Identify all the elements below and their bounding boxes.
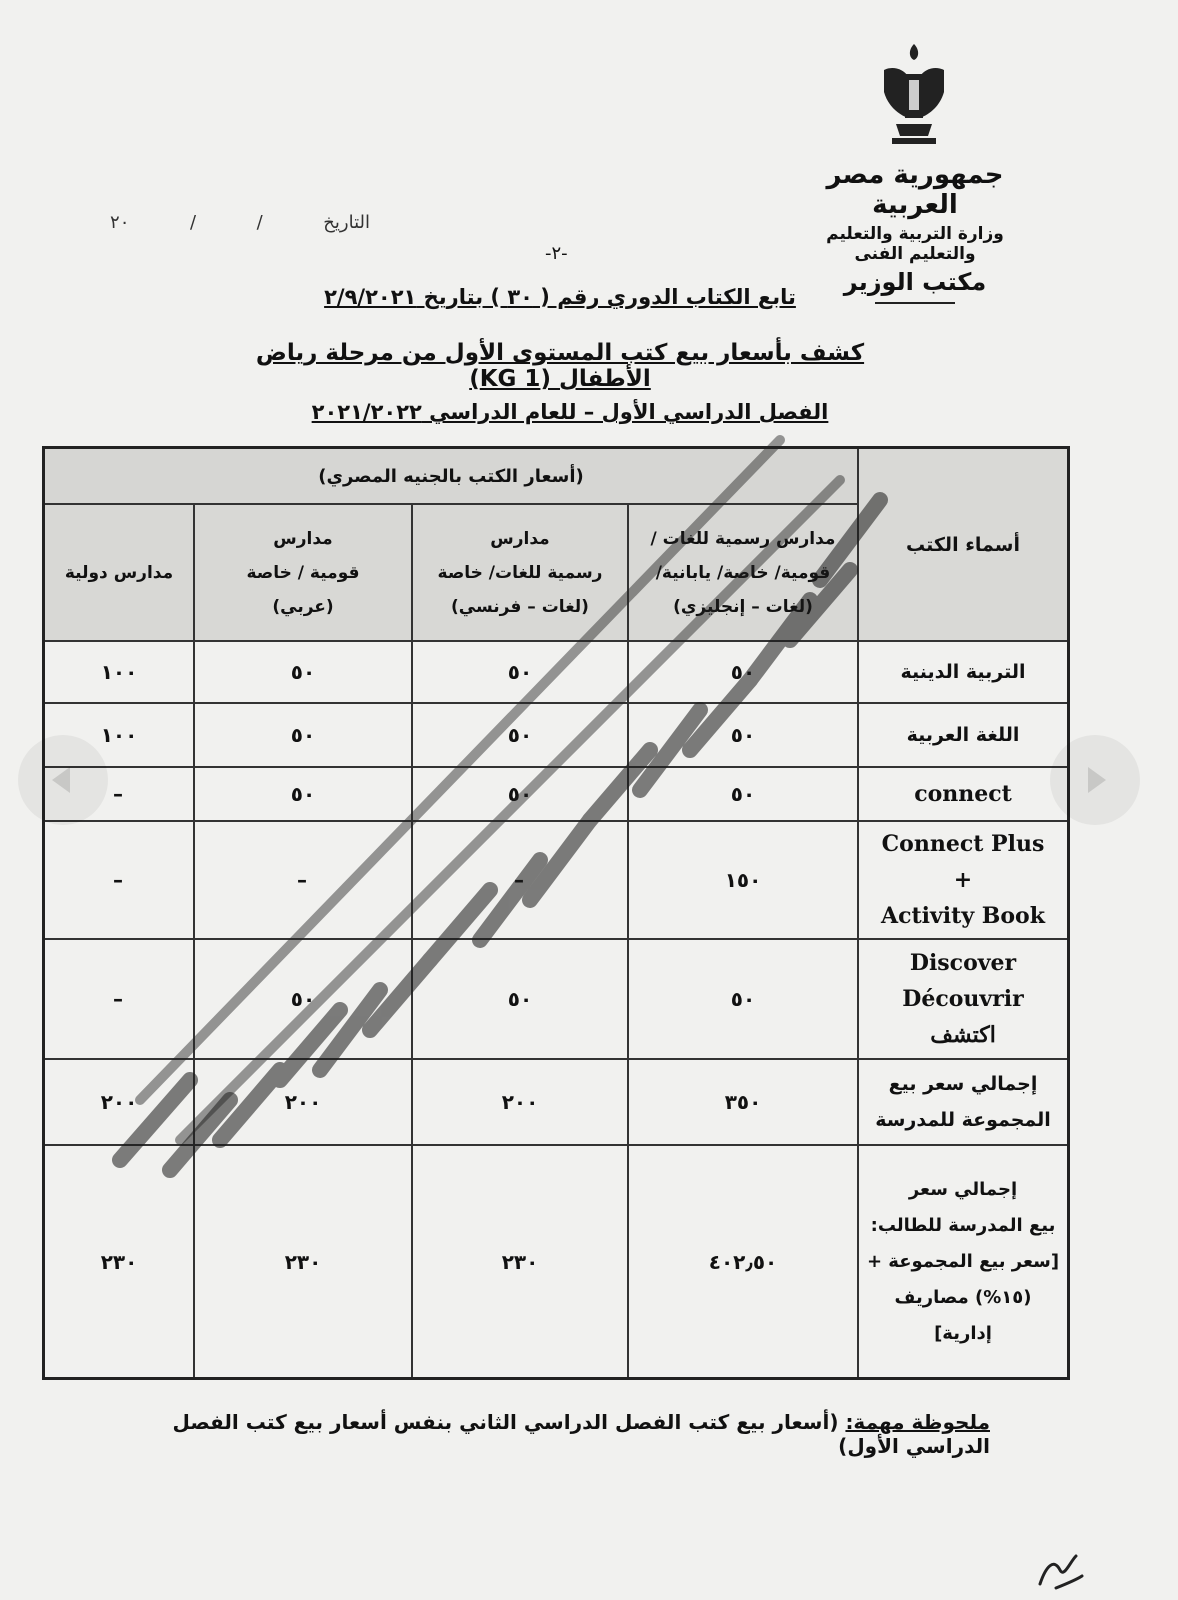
previous-page-button[interactable]	[18, 735, 108, 825]
price-cell: ٢٠٠	[44, 1059, 195, 1145]
office-name: مكتب الوزير	[843, 268, 987, 296]
books-names-header: أسماء الكتب	[858, 448, 1069, 642]
date-separator: /	[256, 212, 263, 233]
price-cell: ٢٠٠	[412, 1059, 628, 1145]
price-cell: ١٠٠	[44, 641, 195, 703]
table-row	[44, 1145, 1069, 1378]
note-label: ملحوظة مهمة:	[845, 1410, 990, 1434]
price-cell: –	[412, 821, 628, 939]
price-cell: ٢٣٠	[412, 1145, 628, 1378]
signature-mark	[1036, 1548, 1086, 1592]
price-cell: ٥٠	[412, 641, 628, 703]
price-cell: ٣٥٠	[628, 1059, 858, 1145]
book-name: Discover Découvrir اكتشف	[858, 939, 1069, 1059]
price-cell: ١٠٠	[44, 703, 195, 767]
price-cell: ٢٣٠	[194, 1145, 412, 1378]
semester-title: الفصل الدراسي الأول – للعام الدراسي ٢٠٢١/٢٠٢٢	[311, 400, 829, 424]
price-cell: ٥٠	[194, 641, 412, 703]
column-header-languages-french: مدارس رسمية للغات/ خاصة (لغات – فرنسي)	[412, 504, 628, 641]
important-note	[110, 1410, 990, 1458]
ministry-name: وزارة التربية والتعليم والتعليم الفنى	[826, 224, 1004, 264]
price-cell: –	[44, 767, 195, 821]
price-cell: ٤٠٢٫٥٠	[628, 1145, 858, 1378]
column-header-arabic-schools: مدارس قومية / خاصة (عربي)	[194, 504, 412, 641]
price-cell: ٥٠	[194, 939, 412, 1059]
price-cell: ٥٠	[628, 703, 858, 767]
table-row	[44, 1059, 1069, 1145]
price-cell: ٢٣٠	[44, 1145, 195, 1378]
price-cell: ٥٠	[412, 703, 628, 767]
document-title: كشف بأسعار بيع كتب المستوى الأول من مرحلة رياض الأطفال (KG 1)	[255, 340, 865, 392]
price-cell: ٢٠٠	[194, 1059, 412, 1145]
price-cell: ٥٠	[412, 767, 628, 821]
date-year: ٢٠	[110, 212, 130, 233]
table-row	[44, 939, 1069, 1059]
price-cell: ٥٠	[628, 939, 858, 1059]
circular-reference: تابع الكتاب الدوري رقم ( ٣٠ ) بتاريخ ٢/٩/٢٠٢١	[324, 285, 796, 309]
header-divider	[875, 302, 955, 304]
column-header-languages-english: مدارس رسمية للغات / قومية/ خاصة/ يابانية/ (لغات – إنجليزي)	[628, 504, 858, 641]
prices-group-header: (أسعار الكتب بالجنيه المصري)	[44, 448, 859, 505]
chevron-left-icon	[18, 735, 108, 825]
book-name: إجمالي سعر بيع المدرسة للطالب: [سعر بيع المجموعة + (١٥%) مصاريف إدارية]	[858, 1145, 1069, 1378]
price-cell: –	[194, 821, 412, 939]
price-cell: ٥٠	[194, 767, 412, 821]
table-row	[44, 641, 1069, 703]
price-cell: ٥٠	[628, 641, 858, 703]
price-cell: –	[44, 821, 195, 939]
date-separator: /	[189, 212, 197, 233]
country-name: جمهورية مصر العربية	[826, 160, 1004, 220]
price-cell: ٥٠	[194, 703, 412, 767]
book-name: Connect Plus + Activity Book	[858, 821, 1069, 939]
price-cell: ٥٠	[412, 939, 628, 1059]
chevron-right-icon	[1050, 735, 1140, 825]
book-name: اللغة العربية	[858, 703, 1069, 767]
price-cell: ٥٠	[628, 767, 858, 821]
note-text: (أسعار بيع كتب الفصل الدراسي الثاني بنفس أسعار بيع كتب الفصل الدراسي الأول)	[172, 1410, 990, 1458]
next-page-button[interactable]	[1050, 735, 1140, 825]
table-row	[44, 821, 1069, 939]
table-header-row	[44, 448, 1069, 505]
eagle-emblem-icon	[878, 40, 950, 150]
table-row	[44, 767, 1069, 821]
date-line	[110, 212, 370, 233]
book-name: connect	[858, 767, 1069, 821]
ministry-header	[800, 160, 1030, 304]
price-cell: –	[44, 939, 195, 1059]
column-header-international-schools: مدارس دولية	[44, 504, 195, 641]
book-name: إجمالي سعر بيع المجموعة للمدرسة	[858, 1059, 1069, 1145]
date-label: التاريخ	[323, 212, 370, 233]
table-row	[44, 703, 1069, 767]
price-table	[42, 446, 1070, 1380]
book-name: التربية الدينية	[858, 641, 1069, 703]
price-cell: ١٥٠	[628, 821, 858, 939]
page-number: -٢-	[545, 243, 568, 264]
